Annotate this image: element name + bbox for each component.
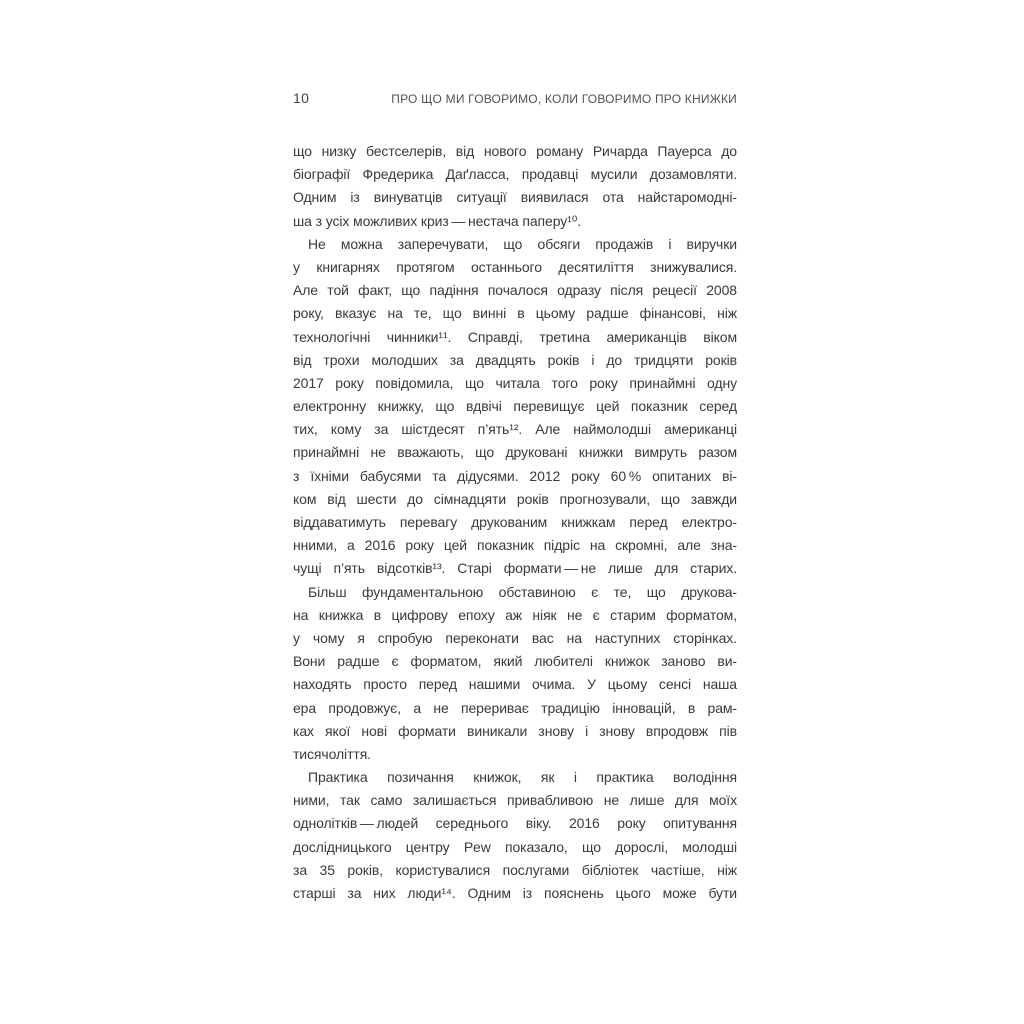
text-line: віддаватимуть перевагу друкованим книжкам перед електро- xyxy=(293,514,737,530)
text-line: ша з усіх можливих криз — нестача паперу¹⁰. xyxy=(293,212,582,229)
text-line: технологічні чинники¹¹. Справді, третина американців віком xyxy=(293,328,737,345)
text-line: у чому я спробую переконати вас на наступних сторінках. xyxy=(293,629,737,646)
text-line: біографії Фредерика Даґласса, продавці мусили дозамовляти. xyxy=(293,166,737,183)
text-line: находять просто перед нашими очима. У цьому сенсі наша xyxy=(293,676,737,693)
text-line: ера продовжує, а не перериває традицію інновацій, в рам- xyxy=(293,699,737,716)
text-line: Одним із винуватців ситуації виявилася ота найстаромодні- xyxy=(293,189,737,206)
text-line: у книгарнях протягом останнього десятиліття знижувалися. xyxy=(293,258,737,275)
text-line: чущі п’ять відсотків¹³. Старі формати — не лише для старих. xyxy=(293,560,737,577)
text-line: Практика позичання книжок, як і практика володіння xyxy=(308,769,737,786)
text-line: від трохи молодших за двадцять років і до тридцяти років xyxy=(293,351,737,368)
text-line: нними, а 2016 року цей показник підріс на скромні, але зна- xyxy=(293,537,737,554)
text-line: тих, кому за шістдесят п’ять¹². Але наймолодші американці xyxy=(293,421,737,438)
text-line: ком від шести до сімнадцяти років прогнозували, що завжди xyxy=(293,490,737,507)
running-title: ПРО ЩО МИ ГОВОРИМО, КОЛИ ГОВОРИМО ПРО КНИЖКИ xyxy=(391,92,737,106)
text-line: ках якої нові формати виникали знову і знову впродовж пів xyxy=(293,722,737,739)
text-line: принаймні не вважають, що друковані книжки вимруть разом xyxy=(293,444,737,461)
text-line: з їхніми бабусями та дідусями. 2012 року 60 % опитаних ві- xyxy=(293,467,737,484)
text-line: на книжка в цифрову епоху аж ніяк не є старим форматом, xyxy=(293,606,737,623)
text-line: Але той факт, що падіння почалося одразу після рецесії 2008 xyxy=(293,282,737,299)
text-line: 2017 року повідомила, що читала того року принаймні одну xyxy=(293,374,737,391)
text-line: Не можна заперечувати, що обсяги продажів і виручки xyxy=(308,235,737,252)
text-line: дослідницького центру Pew показало, що дорослі, молодші xyxy=(293,838,737,855)
page-text xyxy=(293,140,737,905)
text-line: Більш фундаментальною обставиною є те, що друкова- xyxy=(308,583,737,600)
text-line: електронну книжку, що вдвічі перевищує цей показник серед xyxy=(293,398,737,415)
text-line: Вони радше є форматом, який любителі книжок заново ви- xyxy=(293,653,737,670)
running-head xyxy=(293,90,737,106)
text-line: року, вказує на те, що винні в цьому радше фінансові, ніж xyxy=(293,305,737,322)
text-line: що низку бестселерів, від нового роману Ричарда Пауерса до xyxy=(293,143,737,159)
text-line: тисячоліття. xyxy=(293,745,371,762)
text-line: за 35 років, користувалися послугами бібліотек частіше, ніж xyxy=(293,861,737,878)
text-line: ними, так само залишається привабливою не лише для моїх xyxy=(293,792,737,809)
text-line: старші за них люди¹⁴. Одним із пояснень цього може бути xyxy=(293,885,737,901)
page-number: 10 xyxy=(293,90,310,106)
text-line: однолітків — людей середнього віку. 2016 року опитування xyxy=(293,815,737,832)
